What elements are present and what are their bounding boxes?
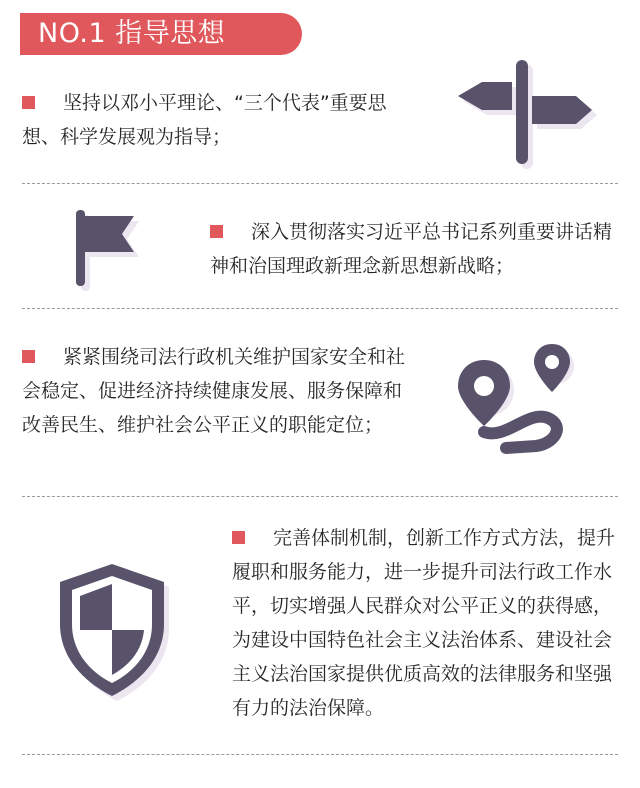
- section-1-text: 坚持以邓小平理论、“三个代表”重要思想、科学发展观为指导；: [22, 92, 387, 148]
- section-4-text: 完善体制机制，创新工作方式方法，提升履职和服务能力，进一步提升司法行政工作水平，切实增强人民群众对公平正义的获得感，为建设中国特色社会主义法治体系、建设社会主义法治国家提供优质高效的法律服务和坚强有力的法治保障。: [232, 527, 616, 719]
- signpost-icon: [452, 60, 612, 170]
- map-route-icon: [446, 340, 596, 460]
- divider: [22, 754, 618, 755]
- section-2-text: 深入贯彻落实习近平总书记系列重要讲话精神和治国理政新理念新思想新战略；: [210, 221, 613, 277]
- divider: [22, 496, 618, 497]
- divider: [22, 308, 618, 309]
- divider: [22, 183, 618, 184]
- section-title-banner: NO.1 指导思想: [20, 13, 302, 55]
- section-3-text: 紧紧围绕司法行政机关维护国家安全和社会稳定、促进经济持续健康发展、服务保障和改善民生、维护社会公平正义的职能定位；: [22, 346, 406, 436]
- bullet-marker: [22, 96, 35, 109]
- bullet-marker: [22, 350, 35, 363]
- bullet-marker: [232, 531, 245, 544]
- shield-icon: [52, 560, 192, 710]
- bullet-marker: [210, 225, 223, 238]
- flag-icon: [70, 208, 160, 298]
